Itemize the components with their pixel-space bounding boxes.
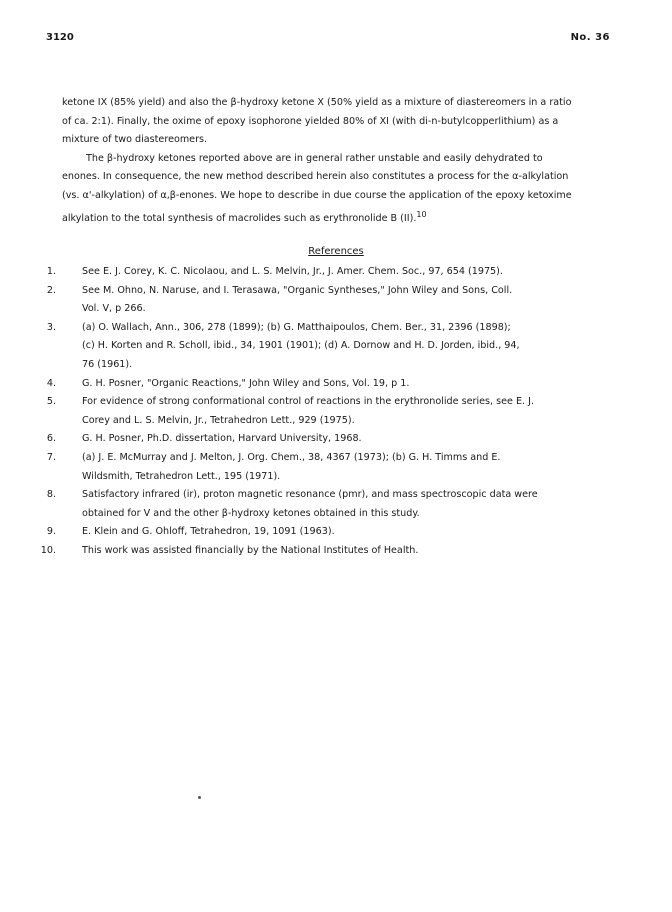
body-line: mixture of two diastereomers. xyxy=(62,134,208,146)
reference-line: G. H. Posner, "Organic Reactions," John Wiley and Sons, Vol. 19, p 1. xyxy=(82,377,410,389)
references-list xyxy=(32,263,622,561)
reference-line: Satisfactory infrared (ir), proton magnetic resonance (pmr), and mass spectroscopic data were xyxy=(82,489,538,501)
reference-text xyxy=(82,430,622,449)
reference-line: Vol. V, p 266. xyxy=(82,303,146,315)
reference-line: E. Klein and G. Ohloff, Tetrahedron, 19, 1091 (1963). xyxy=(82,526,335,538)
footnote-marker: 10 xyxy=(416,209,427,219)
body-line: (vs. α'-alkylation) of α,β-enones. We hope to describe in due course the application of the epoxy ketoxime xyxy=(62,189,572,201)
reference-item xyxy=(32,430,622,449)
reference-text xyxy=(82,393,622,430)
reference-text xyxy=(82,486,622,523)
reference-text xyxy=(82,523,622,542)
body-line: enones. In consequence, the new method described herein also constitutes a process for the α-alkylation xyxy=(62,171,569,183)
body-line-text: alkylation to the total synthesis of macrolides such as erythronolide B (II). xyxy=(62,212,417,224)
body-text xyxy=(62,94,617,228)
reference-line: For evidence of strong conformational control of reactions in the erythronolide series, see E. J. xyxy=(82,396,535,408)
body-line: The β-hydroxy ketones reported above are in general rather unstable and easily dehydrated to xyxy=(86,152,543,164)
reference-line: G. H. Posner, Ph.D. dissertation, Harvard University, 1968. xyxy=(82,433,362,445)
reference-number: 6. xyxy=(46,433,56,445)
reference-line: (a) J. E. McMurray and J. Melton, J. Org. Chem., 38, 4367 (1973); (b) G. H. Timms and E. xyxy=(82,451,501,463)
reference-line: Wildsmith, Tetrahedron Lett., 195 (1971). xyxy=(82,470,281,482)
reference-number: 9. xyxy=(46,526,56,538)
body-line: ketone IX (85% yield) and also the β-hydroxy ketone X (50% yield as a mixture of diastereomers in a ratio xyxy=(62,97,572,108)
reference-line: (a) O. Wallach, Ann., 306, 278 (1899); (b) G. Matthaipoulos, Chem. Ber., 31, 2396 (1898); xyxy=(82,321,511,333)
reference-item xyxy=(32,263,622,282)
reference-number: 8. xyxy=(46,489,56,501)
reference-line: This work was assisted financially by the National Institutes of Health. xyxy=(82,544,419,556)
reference-item xyxy=(32,523,622,542)
reference-text xyxy=(82,375,622,394)
reference-number: 3. xyxy=(46,321,56,333)
reference-number: 4. xyxy=(46,377,56,389)
reference-text xyxy=(82,542,622,561)
page-number: 3120 xyxy=(46,32,74,43)
scan-speck xyxy=(198,796,201,799)
reference-item xyxy=(32,282,622,319)
reference-item xyxy=(32,449,622,486)
reference-item xyxy=(32,486,622,523)
reference-line: obtained for V and the other β-hydroxy ketones obtained in this study. xyxy=(82,507,420,519)
reference-line: (c) H. Korten and R. Scholl, ibid., 34, 1901 (1901); (d) A. Dornow and H. D. Jorden, ibid., 94, xyxy=(82,340,520,352)
references-heading: References xyxy=(308,246,364,257)
journal-issue-number: No. 36 xyxy=(570,32,610,43)
reference-number: 5. xyxy=(46,396,56,408)
reference-item xyxy=(32,375,622,394)
reference-number: 2. xyxy=(46,284,56,296)
body-line xyxy=(62,206,617,229)
reference-text xyxy=(82,449,622,486)
reference-text xyxy=(82,263,622,282)
reference-item xyxy=(32,542,622,561)
reference-item xyxy=(32,393,622,430)
reference-text xyxy=(82,319,622,375)
reference-line: See M. Ohno, N. Naruse, and I. Terasawa, "Organic Syntheses," John Wiley and Sons, Coll. xyxy=(82,284,513,296)
reference-item xyxy=(32,319,622,375)
reference-line: Corey and L. S. Melvin, Jr., Tetrahedron Lett., 929 (1975). xyxy=(82,414,355,426)
reference-number: 1. xyxy=(46,266,56,277)
reference-text xyxy=(82,282,622,319)
reference-line: 76 (1961). xyxy=(82,358,133,370)
reference-number: 7. xyxy=(46,451,56,463)
reference-line: See E. J. Corey, K. C. Nicolaou, and L. S. Melvin, Jr., J. Amer. Chem. Soc., 97, 654 (1975). xyxy=(82,266,503,277)
body-line: of ca. 2:1). Finally, the oxime of epoxy isophorone yielded 80% of XI (with di-n-butylcopperlithium) as a xyxy=(62,115,559,127)
reference-number: 10. xyxy=(40,544,56,556)
